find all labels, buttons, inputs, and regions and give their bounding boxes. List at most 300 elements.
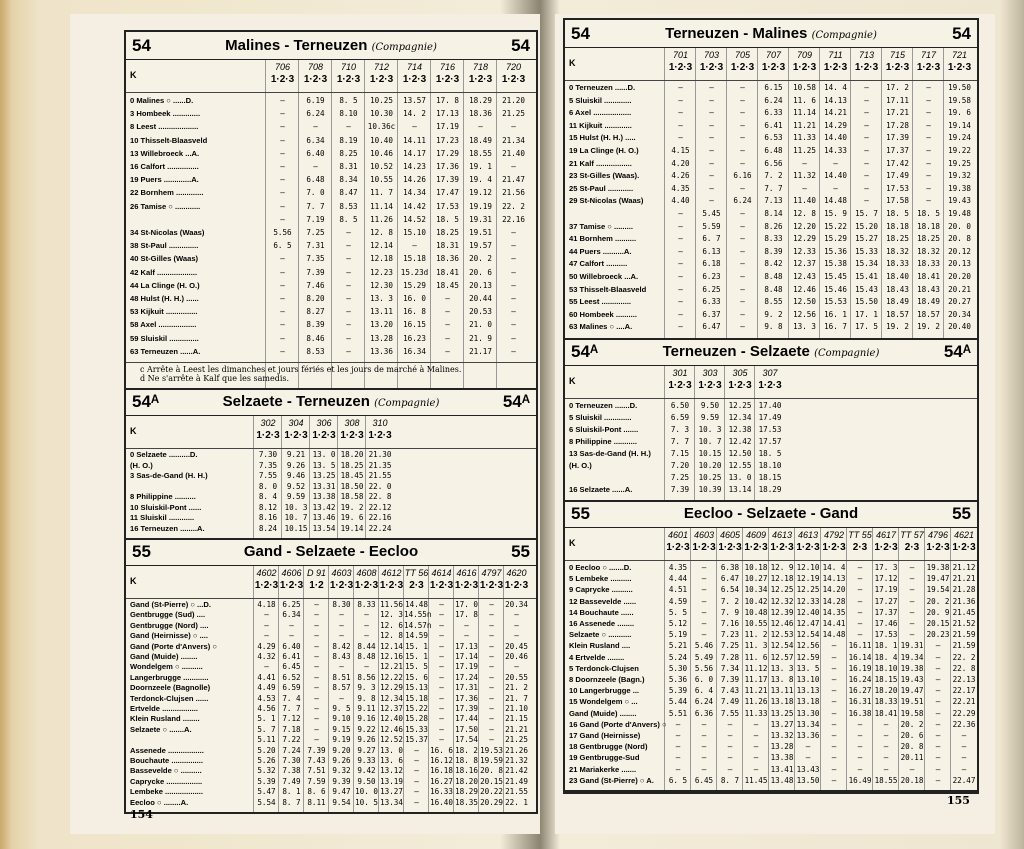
- departure-time: —: [346, 346, 351, 356]
- departure-time: 6.34: [282, 610, 301, 620]
- departure-time: 15.20: [855, 221, 878, 231]
- departure-time: 19. 2: [886, 322, 909, 332]
- station-name: 63 Terneuzen ......A.: [130, 346, 201, 356]
- train-number: 4613: [771, 530, 793, 540]
- departure-time: 8. 0: [258, 481, 278, 491]
- departure-time: 20. 6: [900, 731, 924, 740]
- departure-time: 17.39: [436, 175, 459, 185]
- departure-time: 6. 7: [702, 234, 721, 244]
- timetable-row: [126, 266, 536, 279]
- departure-time: 6.34: [306, 135, 325, 145]
- departure-time: —: [264, 610, 269, 620]
- departure-time: 13.34: [380, 797, 403, 807]
- departure-time: 8.33: [357, 600, 376, 609]
- timetable-frame-left: [124, 30, 538, 814]
- station-name: 23 Gand (St-Pierre) ○ A.: [569, 775, 654, 785]
- departure-time: 12.50: [728, 449, 752, 458]
- departure-time: 20. 8: [480, 766, 503, 776]
- departure-time: 17. 1: [855, 309, 878, 319]
- departure-time: 13.20: [370, 320, 393, 330]
- departure-time: 19.38: [948, 183, 971, 193]
- departure-time: 13.41: [770, 764, 794, 774]
- station-name: 10 Thisselt-Blaasveld: [130, 135, 208, 145]
- departure-time: —: [727, 764, 733, 774]
- departure-time: 8.44: [357, 641, 376, 651]
- departure-time: 14.52: [403, 214, 426, 224]
- departure-time: 22. 8: [368, 492, 392, 501]
- departure-time: 12.52: [380, 735, 403, 745]
- departure-time: 16. 7: [824, 322, 847, 332]
- departure-time: 14. 4: [822, 563, 846, 572]
- station-name: Langerbrugge ............: [130, 672, 209, 682]
- departure-time: 18.15: [874, 675, 898, 684]
- departure-time: —: [678, 83, 683, 92]
- departure-time: —: [935, 652, 941, 662]
- departure-time: 13.30: [796, 708, 820, 718]
- departure-time: —: [511, 294, 516, 303]
- line-title-text: Malines - Terneuzen: [225, 37, 368, 54]
- departure-time: —: [831, 641, 837, 651]
- timetable-section-right-2: [565, 500, 977, 792]
- station-name: 13 Sas-de-Gand (H. H.): [569, 449, 651, 458]
- timetable-row: [126, 798, 536, 808]
- departure-time: —: [961, 753, 967, 763]
- departure-time: 4.35: [671, 183, 690, 193]
- departure-time: 8.20: [306, 294, 325, 303]
- departure-time: 7.28: [720, 652, 740, 662]
- departure-time: —: [675, 719, 681, 729]
- train-number: 713: [858, 50, 875, 60]
- departure-time: 8.55: [764, 297, 783, 307]
- departure-time: 12.39: [770, 607, 794, 617]
- departure-time: 15.13: [405, 683, 428, 693]
- timetable-row: [126, 200, 536, 213]
- station-name: Ertvelde .................: [130, 704, 198, 713]
- departure-time: 16.11: [848, 641, 872, 651]
- departure-time: 19.31: [469, 214, 492, 224]
- station-name: Terdonck-Clujsen ......: [130, 693, 209, 703]
- departure-time: —: [514, 620, 519, 630]
- departure-time: 8.43: [332, 652, 351, 661]
- departure-time: —: [935, 719, 941, 729]
- departure-time: —: [414, 766, 419, 776]
- departure-time: 18.25: [436, 228, 459, 237]
- timetable-row: [565, 412, 977, 424]
- departure-time: 10.39: [698, 485, 722, 494]
- departure-time: —: [412, 122, 417, 132]
- departure-time: 18.43: [886, 284, 909, 294]
- departure-time: 7.16: [720, 619, 740, 628]
- departure-time: —: [740, 284, 745, 294]
- station-name: 0 Eecloo ○ .......D.: [569, 563, 632, 572]
- departure-time: 20.18: [900, 775, 924, 785]
- departure-time: 11.26: [370, 214, 393, 224]
- departure-time: —: [935, 641, 941, 651]
- timetable-row: [126, 766, 536, 776]
- departure-time: 12.25: [796, 585, 820, 595]
- departure-time: 20. 8: [948, 234, 971, 244]
- station-name: 16 Terneuzen ........A.: [130, 523, 205, 533]
- departure-time: —: [346, 254, 351, 264]
- departure-time: 7.25: [720, 641, 740, 651]
- departure-time: 14.11: [403, 135, 426, 145]
- departure-time: 10.36c: [367, 122, 396, 132]
- timetable-row: [565, 132, 977, 145]
- departure-time: 15.23d: [400, 267, 429, 277]
- station-name: 18 Gentbrugge (Nord): [569, 742, 648, 752]
- timetable-row: [565, 775, 977, 786]
- timetable-row: [565, 271, 977, 284]
- departure-time: 19.59: [480, 756, 503, 765]
- timetable-row: [565, 170, 977, 183]
- train-number: 4603: [693, 530, 715, 540]
- departure-time: —: [489, 672, 494, 682]
- station-name: 16 Gand (Porte d'Anvers) ○: [569, 719, 667, 729]
- station-name: Gand (Muide) ........: [130, 652, 198, 661]
- departure-time: 10.40: [370, 135, 393, 145]
- departure-time: —: [489, 704, 494, 713]
- departure-time: —: [439, 683, 444, 693]
- departure-time: —: [339, 610, 344, 620]
- departure-time: 18.55: [469, 148, 492, 158]
- departure-time: 7. 7: [306, 201, 325, 211]
- departure-time: 10.48: [744, 607, 768, 617]
- timetable-row: [126, 704, 536, 714]
- departure-time: —: [514, 631, 519, 641]
- timetable-row: [126, 332, 536, 345]
- departure-time: 6.45: [282, 662, 301, 672]
- departure-time: 11.33: [793, 133, 816, 143]
- departure-time: 8.26: [764, 221, 783, 231]
- departure-time: 15.43: [855, 284, 878, 294]
- departure-time: 13.27: [380, 787, 403, 797]
- station-name: 19 La Clinge (H. O.): [569, 146, 639, 155]
- departure-time: 17.19: [874, 585, 898, 595]
- page-number-left: 154: [130, 808, 153, 821]
- departure-time: 22.16: [368, 513, 392, 522]
- line-number: 54: [571, 23, 590, 43]
- timetable-row: [565, 484, 977, 496]
- departure-time: 9.52: [286, 481, 306, 491]
- departure-time: 13.42: [312, 502, 336, 512]
- departure-time: 12. 9: [770, 563, 794, 572]
- departure-time: 18. 5: [917, 209, 940, 218]
- station-name: 15 Wondelgem ○ ...: [569, 697, 638, 707]
- page-number-right: 155: [947, 794, 970, 807]
- departure-time: 13.57: [403, 96, 426, 105]
- timetable-row: [565, 696, 977, 707]
- departure-time: 20.23: [926, 630, 950, 640]
- departure-time: —: [439, 724, 444, 734]
- departure-time: 6.33: [764, 108, 783, 118]
- departure-time: —: [313, 122, 318, 132]
- departure-time: —: [740, 246, 745, 256]
- departure-time: 4.40: [671, 196, 690, 206]
- line-number-right: 55: [511, 541, 530, 561]
- departure-time: 16. 6: [430, 745, 453, 755]
- departure-time: 5.24: [668, 652, 688, 662]
- departure-time: 17.13: [436, 109, 459, 119]
- departure-time: 6. 5: [668, 775, 688, 785]
- departure-time: 8.48: [357, 652, 376, 661]
- departure-time: 17. 8: [436, 96, 459, 105]
- timetable-row: [126, 610, 536, 620]
- departure-time: 18.25: [917, 234, 940, 244]
- departure-time: 18. 1: [874, 641, 898, 651]
- departure-time: 21.56: [502, 188, 525, 198]
- departure-time: 18.58: [340, 492, 364, 501]
- departure-time: —: [264, 631, 269, 641]
- departure-time: 18.41: [436, 267, 459, 277]
- train-class: 1·2·3: [770, 542, 794, 553]
- departure-time: 22.21: [952, 697, 976, 707]
- departure-time: 16.27: [430, 776, 453, 786]
- timetable-row: [565, 685, 977, 696]
- departure-time: 14.35: [822, 607, 846, 617]
- departure-time: 10.55: [370, 175, 393, 185]
- departure-time: 7.35: [258, 460, 278, 470]
- departure-time: —: [831, 652, 837, 662]
- departure-time: —: [346, 241, 351, 251]
- departure-time: —: [280, 307, 285, 317]
- timetable-row: [565, 82, 977, 95]
- departure-time: —: [280, 109, 285, 119]
- departure-time: —: [314, 610, 319, 620]
- departure-time: 15.18: [405, 693, 428, 703]
- departure-time: 12.57: [770, 652, 794, 662]
- station-name: 38 St-Paul ..............: [130, 241, 199, 251]
- departure-time: 12.30: [370, 280, 393, 290]
- train-class: 1·2·3: [916, 62, 941, 73]
- departure-time: —: [439, 672, 444, 682]
- departure-time: 17.19: [436, 122, 459, 132]
- departure-time: 8.56: [357, 672, 376, 682]
- departure-time: 12.50: [793, 297, 816, 307]
- train-number: 301: [672, 368, 688, 378]
- departure-time: 14.29: [824, 120, 847, 130]
- train-header-row: [126, 566, 536, 599]
- train-class: 1·2·3: [744, 542, 768, 553]
- departure-time: 8.48: [764, 284, 783, 294]
- departure-time: 17.14: [455, 652, 478, 661]
- departure-time: —: [753, 742, 759, 752]
- departure-time: —: [280, 96, 285, 105]
- station-name: 22 Bornhem .............: [130, 188, 204, 198]
- timetable-row: [565, 719, 977, 730]
- departure-time: 20.12: [948, 246, 971, 256]
- departure-time: 17.53: [874, 630, 898, 640]
- departure-time: —: [753, 731, 759, 740]
- train-class: 1·2·3: [501, 74, 526, 85]
- departure-time: 13. 0: [312, 450, 336, 459]
- departure-time: 18. 2: [455, 745, 478, 755]
- km-column-label: K: [130, 576, 137, 586]
- line-title-text: Selzaete - Terneuzen: [222, 393, 370, 410]
- departure-time: 13. 8: [770, 675, 794, 684]
- departure-time: 9.39: [332, 776, 351, 786]
- departure-time: 15. 1: [405, 641, 428, 651]
- departure-time: —: [314, 683, 319, 693]
- departure-time: 9.16: [357, 714, 376, 724]
- train-number: TT 56: [404, 568, 429, 578]
- departure-time: —: [805, 742, 811, 752]
- timetable-row: [565, 284, 977, 297]
- departure-time: —: [709, 83, 714, 92]
- station-name: 26 Tamise ○ ............: [130, 201, 201, 211]
- departure-time: 6.24: [764, 95, 783, 105]
- departure-time: 13.18: [770, 697, 794, 707]
- line-number: 55: [571, 503, 590, 523]
- departure-time: 8.51: [332, 672, 351, 682]
- departure-time: 12. 3: [380, 610, 403, 620]
- departure-time: 13. 3: [793, 322, 816, 332]
- departure-time: 8.53: [306, 346, 325, 356]
- departure-time: —: [926, 146, 931, 155]
- timetable-row: [565, 309, 977, 322]
- departure-time: 21.26: [505, 745, 528, 755]
- departure-time: 17.36: [455, 693, 478, 703]
- departure-time: 16.27: [848, 686, 872, 696]
- departure-time: 17.24: [455, 672, 478, 682]
- departure-time: —: [909, 574, 915, 584]
- line-title-text: Terneuzen - Malines: [665, 25, 808, 42]
- departure-time: 9.32: [332, 766, 351, 776]
- departure-time: 18.20: [455, 776, 478, 786]
- departure-time: —: [701, 764, 707, 774]
- departure-time: —: [314, 714, 319, 724]
- departure-time: —: [313, 162, 318, 171]
- departure-time: 18. 5: [758, 449, 782, 458]
- departure-time: 8. 7: [720, 775, 740, 785]
- departure-time: —: [314, 693, 319, 703]
- departure-time: —: [709, 171, 714, 181]
- departure-time: 7.13: [764, 196, 783, 206]
- departure-time: —: [805, 753, 811, 763]
- departure-time: 13.43: [796, 764, 820, 774]
- station-name: 29 St-Nicolas (Waas): [569, 196, 644, 206]
- departure-time: 13.48: [770, 775, 794, 785]
- departure-time: —: [314, 631, 319, 641]
- departure-time: 18. 8: [455, 756, 478, 765]
- train-number: 709: [796, 50, 813, 60]
- departure-time: 22. 1: [505, 797, 528, 807]
- departure-time: 11.17: [744, 675, 768, 684]
- train-number: 4616: [456, 568, 477, 578]
- departure-time: —: [709, 120, 714, 130]
- departure-time: —: [314, 724, 319, 734]
- departure-time: —: [489, 735, 494, 745]
- station-name: 4 Ertvelde ........: [569, 652, 625, 662]
- station-name: 63 Malines ○ ....A.: [569, 322, 633, 332]
- departure-time: 4.51: [668, 585, 688, 595]
- departure-time: 18.41: [917, 272, 940, 281]
- timetable-row: [126, 694, 536, 704]
- departure-time: 12.25: [728, 401, 752, 410]
- departure-time: 15.53: [824, 297, 847, 307]
- departure-time: 10.55: [744, 619, 768, 628]
- timetable-row: [126, 292, 536, 305]
- departure-time: —: [864, 196, 869, 206]
- station-name: Bouchaute ...............: [130, 756, 203, 765]
- departure-time: 18.10: [758, 461, 782, 470]
- departure-time: 17.29: [436, 148, 459, 158]
- timetable-row: [565, 618, 977, 629]
- departure-time: 15. 7: [855, 209, 878, 218]
- departure-time: 11.33: [744, 708, 768, 718]
- departure-time: —: [709, 196, 714, 206]
- timetable-row: [565, 424, 977, 436]
- departure-time: 6.56: [764, 158, 783, 168]
- train-number: 710: [340, 62, 357, 72]
- train-number: 4605: [719, 530, 741, 540]
- timetable-row: [565, 95, 977, 108]
- departure-time: 21.17: [469, 346, 492, 356]
- departure-time: 10.58: [793, 83, 816, 92]
- departure-time: 9. 8: [764, 322, 783, 332]
- train-class: 2·3: [904, 542, 920, 553]
- departure-time: 15.28: [405, 714, 428, 724]
- train-number: TT 55: [848, 530, 872, 540]
- train-class: 1·2·3: [728, 380, 752, 391]
- departure-time: 18.32: [886, 246, 909, 256]
- departure-time: 17. 3: [874, 563, 898, 572]
- departure-time: 8. 6: [307, 787, 326, 797]
- departure-time: —: [883, 753, 889, 763]
- departure-time: 10.27: [744, 574, 768, 584]
- departure-time: 4.56: [257, 704, 276, 713]
- departure-time: 13.25: [312, 471, 336, 480]
- departure-time: —: [831, 753, 837, 763]
- departure-time: —: [464, 620, 469, 630]
- departure-time: 22.47: [952, 775, 976, 785]
- train-number: 701: [672, 50, 689, 60]
- departure-time: 6.19: [306, 96, 325, 105]
- departure-time: —: [926, 120, 931, 130]
- departure-time: 19.24: [948, 133, 971, 143]
- departure-time: 21.36: [952, 596, 976, 606]
- departure-time: 17.11: [886, 95, 909, 105]
- departure-time: —: [831, 764, 837, 774]
- station-name: Selzaete ○ .......A.: [130, 724, 192, 734]
- section-header: [565, 500, 977, 528]
- timetable-row: [126, 120, 536, 133]
- departure-time: 21. 7: [505, 693, 528, 703]
- station-name: 21 Mariakerke .......: [569, 764, 637, 774]
- departure-time: 9.46: [286, 471, 306, 480]
- departure-time: 17.31: [455, 683, 478, 693]
- departure-time: 18.49: [886, 297, 909, 307]
- departure-time: —: [926, 183, 931, 193]
- timetable-row: [565, 145, 977, 158]
- departure-time: 18.33: [917, 259, 940, 269]
- right-page: [555, 14, 995, 834]
- line-number-right: 54ᴬ: [943, 341, 971, 361]
- departure-time: 6.38: [720, 563, 740, 572]
- departure-time: 15.46: [824, 284, 847, 294]
- timetable-row: [126, 503, 536, 514]
- departure-time: —: [753, 753, 759, 763]
- departure-time: 7.55: [720, 708, 740, 718]
- departure-time: 13.54: [312, 523, 336, 533]
- departure-time: 12.46: [793, 284, 816, 294]
- departure-time: 6.53: [764, 133, 783, 143]
- departure-time: 9. 3: [357, 683, 376, 693]
- departure-time: 21.15: [505, 714, 528, 724]
- departure-time: 14.48: [822, 630, 846, 640]
- departure-time: 6.16: [733, 171, 752, 181]
- departure-time: —: [740, 272, 745, 281]
- station-name: 21 Kalf .................: [569, 158, 632, 168]
